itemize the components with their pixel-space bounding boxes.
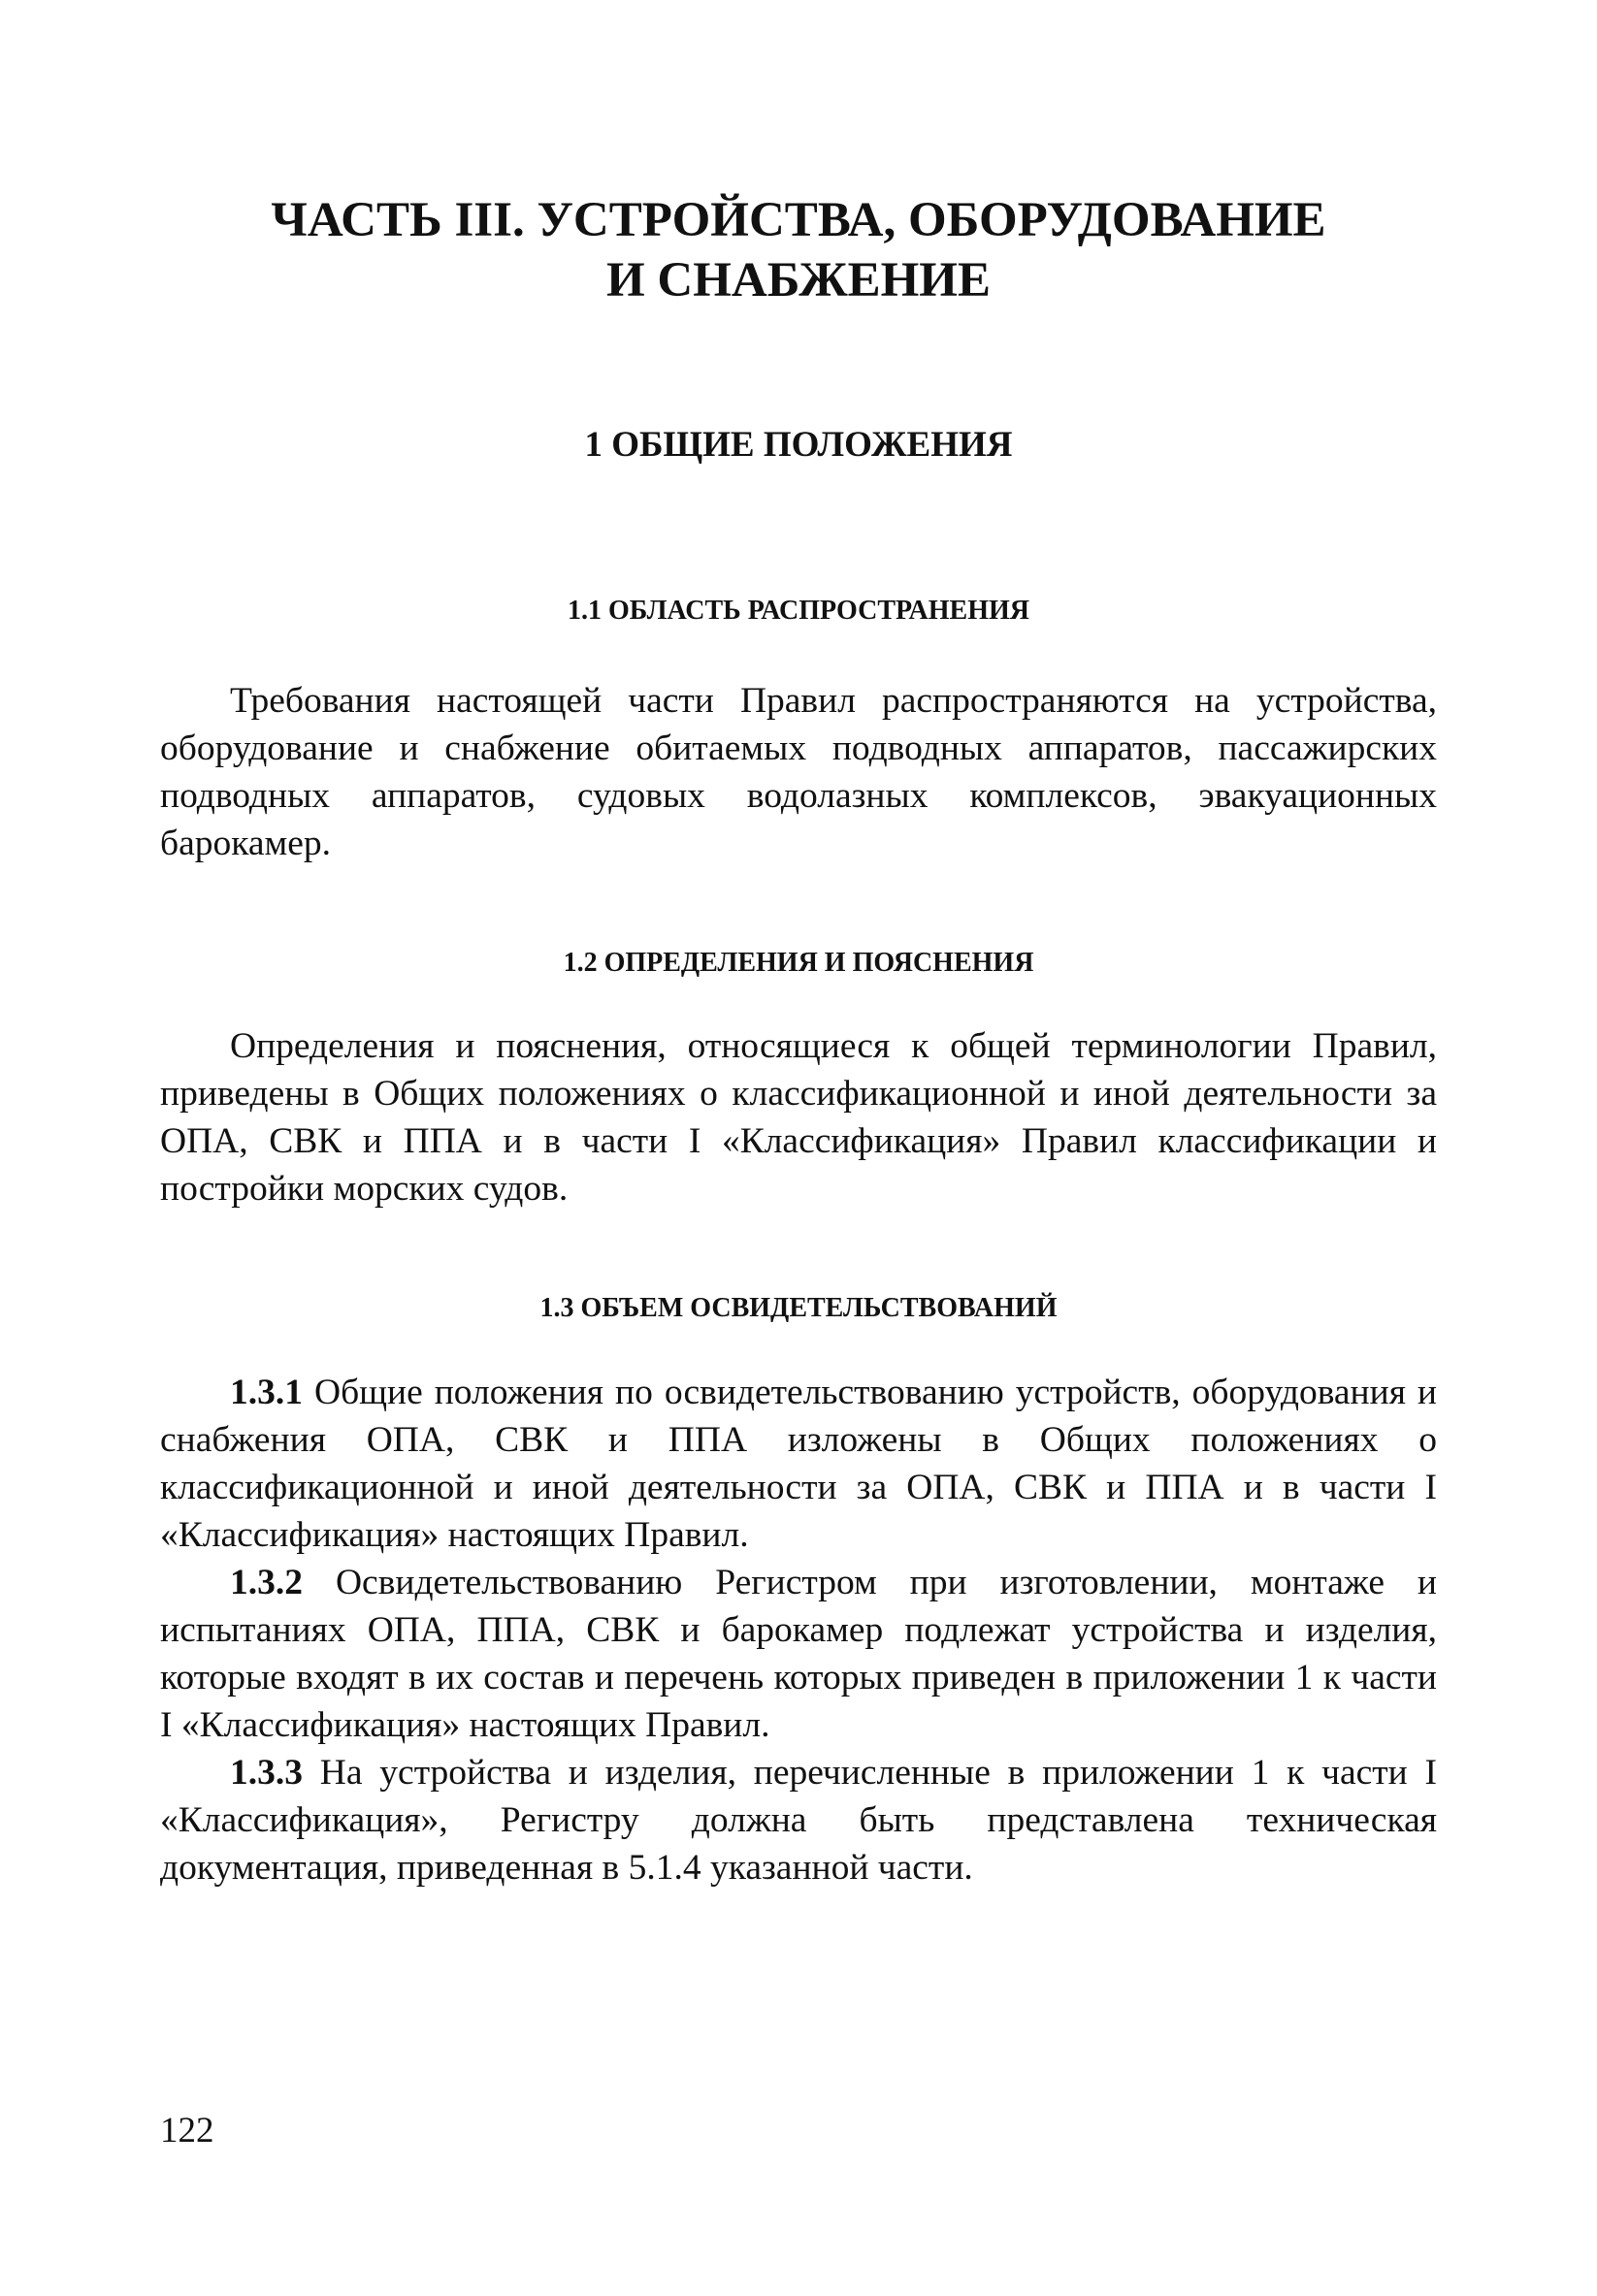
section-title-1-2: 1.2 ОПРЕДЕЛЕНИЯ И ПОЯСНЕНИЯ (563, 948, 1034, 978)
section-title-1-3: 1.3 ОБЪЕМ ОСВИДЕТЕЛЬСТВОВАНИЙ (539, 1293, 1058, 1323)
clause-number: 1.3.1 (230, 1373, 303, 1412)
clause-number: 1.3.2 (230, 1563, 303, 1602)
paragraph-1-3-3 (160, 1749, 1437, 1892)
paragraph-definitions: Определения и пояснения, относящиеся к общей терминологии Правил, приведены в Общих положениях о классификационной и иной деятельности за ОПА, СВК и ППА и в части I «Классификация» Правил классификации и постройки морских судов. (160, 1026, 1437, 1209)
page-number: 122 (160, 2111, 214, 2150)
paragraph-1-3-1 (160, 1369, 1437, 1559)
clause-text: Общие положения по освидетельствованию устройств, оборудования и снабжения ОПА, СВК и ППА изложены в Общих положениях о классификационной и иной деятельности за ОПА, СВК и ППА и в части I «Классификация» настоящих Правил. (160, 1373, 1437, 1555)
section-title-1-1: 1.1 ОБЛАСТЬ РАСПРОСТРАНЕНИЯ (568, 596, 1029, 626)
part-title-line-2: И СНАБЖЕНИЕ (606, 253, 991, 307)
chapter-title: 1 ОБЩИЕ ПОЛОЖЕНИЯ (584, 425, 1013, 465)
clause-text: Освидетельствованию Регистром при изготовлении, монтаже и испытаниях ОПА, ППА, СВК и барокамер подлежат устройства и изделия, которые входят в их состав и перечень которых приведен в приложении 1 к части I «Классификация» настоящих Правил. (160, 1563, 1437, 1745)
part-title (155, 190, 1442, 310)
paragraph-1-3-2 (160, 1559, 1437, 1749)
clause-text: На устройства и изделия, перечисленные в приложении 1 к части I «Классификация», Регистру должна быть представлена техническая документация, приведенная в 5.1.4 указанной части. (160, 1753, 1438, 1888)
clause-number: 1.3.3 (230, 1753, 303, 1793)
part-title-line-1: ЧАСТЬ III. УСТРОЙСТВА, ОБОРУДОВАНИЕ (271, 193, 1326, 247)
paragraph-scope: Требования настоящей части Правил распространяются на устройства, оборудование и снабжение обитаемых подводных аппаратов, пассажирских подводных аппаратов, судовых водолазных комплексов, эвакуационных барокамер. (160, 681, 1437, 863)
